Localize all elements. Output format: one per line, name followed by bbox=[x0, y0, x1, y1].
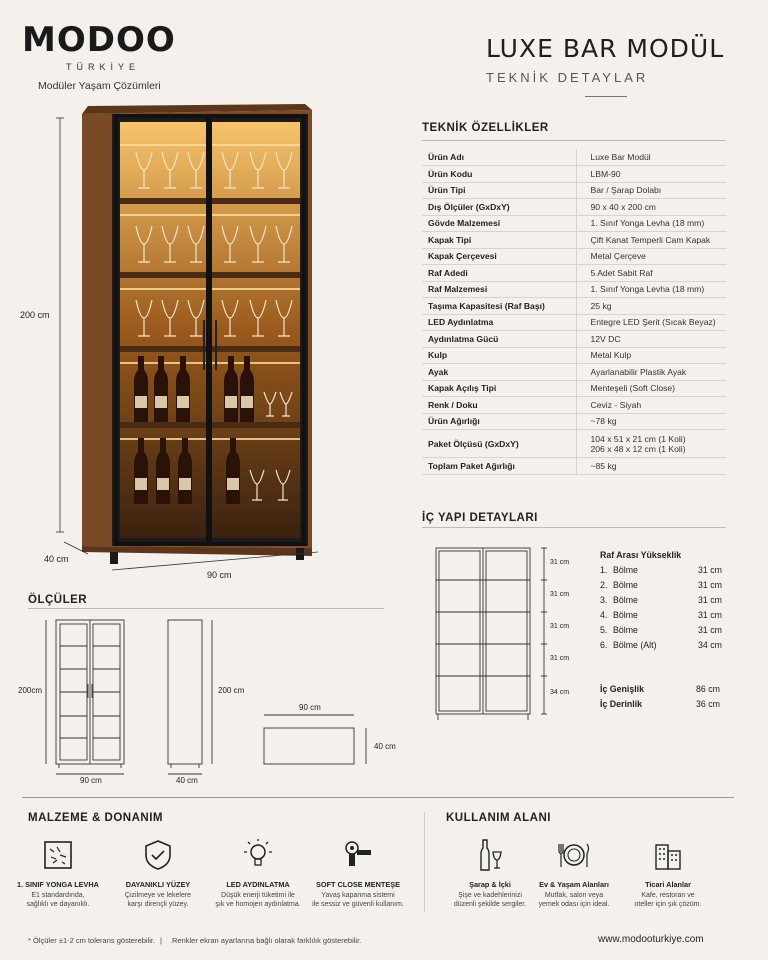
feature-desc-2: sağlıklı ve dayanıklı. bbox=[26, 901, 90, 909]
shelf-row-value: 31 cm bbox=[698, 595, 722, 605]
spec-key: Dış Ölçüler (GxDxY) bbox=[422, 199, 576, 216]
usage-desc-2: düzenli şekilde sergiler. bbox=[453, 901, 527, 909]
inner-depth-value: 36 cm bbox=[696, 699, 720, 709]
shelf-row-number: 2. bbox=[600, 580, 608, 590]
ic-yapi-heading-line bbox=[422, 527, 726, 528]
usage-title: Ev & Yaşam Alanları bbox=[539, 880, 609, 889]
feature-led-aydinlatma bbox=[208, 838, 308, 910]
board-icon bbox=[43, 840, 73, 870]
kullanim-heading: KULLANIM ALANI bbox=[446, 812, 551, 824]
brand-tagline: Modüler Yaşam Çözümleri bbox=[38, 80, 161, 92]
inner-dim-4: 31 cm bbox=[550, 655, 570, 662]
spec-key: Kapak Açılış Tipi bbox=[422, 380, 576, 397]
feature-desc-1: Yavaş kapanma sistemi bbox=[321, 892, 395, 899]
page-title: LUXE BAR MODÜL bbox=[486, 34, 725, 63]
feature-dayanikli-yuzey bbox=[108, 838, 208, 910]
spec-key: Kapak Tipi bbox=[422, 232, 576, 249]
hinge-icon bbox=[343, 839, 373, 871]
spec-row bbox=[422, 397, 726, 414]
olculer-heading: ÖLÇÜLER bbox=[28, 594, 88, 606]
footer-note-2: Renkler ekran ayarlarına bağlı olarak farklılık gösterebilir. bbox=[172, 936, 362, 945]
side-height-label: 200 cm bbox=[218, 686, 245, 695]
spec-row bbox=[422, 413, 726, 430]
spec-key: Gövde Malzemesi bbox=[422, 215, 576, 232]
wine-bottle-glass-icon bbox=[475, 838, 505, 872]
spec-key: Raf Malzemesi bbox=[422, 281, 576, 298]
shelf-row-number: 3. bbox=[600, 595, 608, 605]
inner-width-label: İç Genişlik bbox=[600, 684, 645, 694]
spec-row bbox=[422, 166, 726, 183]
spec-row bbox=[422, 149, 726, 166]
spec-key: Kapak Çerçevesi bbox=[422, 248, 576, 265]
shelf-row-label: Bölme bbox=[613, 625, 638, 635]
usage-title: Şarap & İçki bbox=[469, 880, 511, 889]
spec-value bbox=[576, 430, 726, 458]
shelf-row-value: 31 cm bbox=[698, 625, 722, 635]
specs-heading: TEKNİK ÖZELLİKLER bbox=[422, 122, 549, 134]
spec-key: Ürün Tipi bbox=[422, 182, 576, 199]
light-bulb-icon bbox=[243, 839, 273, 871]
title-divider bbox=[585, 96, 627, 97]
spec-value: Menteşeli (Soft Close) bbox=[576, 380, 726, 397]
spec-value: ~85 kg bbox=[576, 458, 726, 475]
shelf-row-value: 34 cm bbox=[698, 640, 722, 650]
spec-row bbox=[422, 314, 726, 331]
usage-ev-yasam bbox=[524, 838, 624, 910]
usage-desc-2: yemek odası için ideal. bbox=[538, 901, 610, 909]
usage-title: Ticari Alanlar bbox=[645, 880, 691, 889]
shelf-row-number: 4. bbox=[600, 610, 608, 620]
spec-key: Ayak bbox=[422, 364, 576, 381]
usage-desc-2: oteller için şık çözüm. bbox=[634, 901, 702, 909]
spec-row bbox=[422, 298, 726, 315]
photo-width-label: 90 cm bbox=[207, 570, 232, 580]
feature-desc-2: ile sessiz ve güvenli kullanım. bbox=[312, 901, 404, 909]
shelf-row-label: Bölme (Alt) bbox=[613, 640, 657, 650]
vertical-divider bbox=[424, 812, 425, 912]
inner-dim-1: 31 cm bbox=[550, 559, 570, 566]
spec-key: Renk / Doku bbox=[422, 397, 576, 414]
spec-key: Aydınlatma Gücü bbox=[422, 331, 576, 348]
spec-row bbox=[422, 199, 726, 216]
top-width-label: 90 cm bbox=[299, 703, 321, 712]
front-height-label: 200cm bbox=[18, 686, 43, 695]
plate-cutlery-icon bbox=[556, 840, 592, 870]
malzeme-heading: MALZEME & DONANIM bbox=[28, 812, 163, 824]
specs-table bbox=[422, 149, 726, 475]
spec-row bbox=[422, 430, 726, 458]
spec-value: 1. Sınıf Yonga Levha (18 mm) bbox=[576, 215, 726, 232]
spec-value: Ceviz - Siyah bbox=[576, 397, 726, 414]
spec-key: Ürün Kodu bbox=[422, 166, 576, 183]
footer-url[interactable]: www.modooturkiye.com bbox=[598, 934, 704, 945]
shelf-row-label: Bölme bbox=[613, 580, 638, 590]
spec-value: 1. Sınıf Yonga Levha (18 mm) bbox=[576, 281, 726, 298]
shelf-row-label: Bölme bbox=[613, 565, 638, 575]
spec-row bbox=[422, 248, 726, 265]
feature-desc-2: karşı dirençli yüzey. bbox=[127, 901, 189, 909]
usage-ticari bbox=[618, 838, 718, 910]
feature-title: DAYANIKLI YÜZEY bbox=[125, 880, 191, 889]
feature-desc-2: şık ve homojen aydınlatma. bbox=[215, 901, 301, 909]
usage-desc-1: Şişe ve kadehlerinizi bbox=[458, 892, 522, 899]
spec-row bbox=[422, 265, 726, 282]
feature-title: LED AYDINLATMA bbox=[226, 880, 290, 889]
spec-value: 90 x 40 x 200 cm bbox=[576, 199, 726, 216]
shelf-row-number: 1. bbox=[600, 565, 608, 575]
top-depth-label: 40 cm bbox=[374, 742, 396, 751]
spec-row bbox=[422, 182, 726, 199]
spec-value: ~78 kg bbox=[576, 413, 726, 430]
spec-key: Ürün Ağırlığı bbox=[422, 413, 576, 430]
spec-value: Luxe Bar Modül bbox=[576, 149, 726, 166]
side-width-label: 40 cm bbox=[176, 776, 198, 785]
spec-key: Taşıma Kapasitesi (Raf Başı) bbox=[422, 298, 576, 315]
feature-desc-1: Çizilmeye ve lekelere bbox=[124, 892, 192, 899]
page-subtitle: TEKNİK DETAYLAR bbox=[486, 70, 649, 85]
footer-note-1: * Ölçüler ±1-2 cm tolerans gösterebilir. bbox=[28, 936, 156, 945]
shelf-row-value: 31 cm bbox=[698, 580, 722, 590]
inner-width-value: 86 cm bbox=[696, 684, 720, 694]
shelf-row-label: Bölme bbox=[613, 610, 638, 620]
spec-row bbox=[422, 232, 726, 249]
spec-row bbox=[422, 215, 726, 232]
spec-value-line-2: 206 x 48 x 12 cm (1 Koli) bbox=[590, 443, 686, 454]
spec-key: Toplam Paket Ağırlığı bbox=[422, 458, 576, 475]
photo-height-label: 200 cm bbox=[20, 310, 50, 320]
spec-value: 25 kg bbox=[576, 298, 726, 315]
shelf-row-number: 6. bbox=[600, 640, 608, 650]
usage-desc-1: Kafe, restoran ve bbox=[641, 892, 695, 899]
photo-depth-label: 40 cm bbox=[44, 554, 69, 564]
spec-value: Ayarlanabilir Plastik Ayak bbox=[576, 364, 726, 381]
spec-value: Çift Kanat Temperli Cam Kapak bbox=[576, 232, 726, 249]
ic-yapi-heading: İÇ YAPI DETAYLARI bbox=[422, 512, 538, 524]
spec-value: Entegre LED Şerit (Sıcak Beyaz) bbox=[576, 314, 726, 331]
feature-title: SOFT CLOSE MENTEŞE bbox=[316, 880, 400, 889]
olculer-heading-line bbox=[28, 608, 384, 609]
spec-row bbox=[422, 364, 726, 381]
spec-value: Metal Kulp bbox=[576, 347, 726, 364]
feature-title: 1. SINIF YONGA LEVHA bbox=[17, 880, 99, 889]
shelf-row-value: 31 cm bbox=[698, 610, 722, 620]
spec-key: Ürün Adı bbox=[422, 149, 576, 166]
spec-value: LBM-90 bbox=[576, 166, 726, 183]
shelf-row-label: Bölme bbox=[613, 595, 638, 605]
spec-row bbox=[422, 331, 726, 348]
specs-heading-line bbox=[422, 140, 726, 141]
front-width-label: 90 cm bbox=[80, 776, 102, 785]
footer-separator: | bbox=[160, 936, 162, 945]
product-photo bbox=[50, 100, 350, 590]
shelf-row-value: 31 cm bbox=[698, 565, 722, 575]
inner-depth-label: İç Derinlik bbox=[600, 699, 643, 709]
feature-yonga-levha bbox=[8, 838, 108, 910]
shelf-row-number: 5. bbox=[600, 625, 608, 635]
spec-row bbox=[422, 458, 726, 475]
building-icon bbox=[653, 839, 683, 871]
spec-row bbox=[422, 347, 726, 364]
spec-row bbox=[422, 281, 726, 298]
shelf-table-title: Raf Arası Yükseklik bbox=[600, 550, 682, 560]
spec-key: LED Aydınlatma bbox=[422, 314, 576, 331]
spec-key: Kulp bbox=[422, 347, 576, 364]
inner-dim-2: 31 cm bbox=[550, 591, 570, 598]
feature-desc-1: Düşük enerji tüketimi ile bbox=[221, 892, 295, 899]
spec-key: Raf Adedi bbox=[422, 265, 576, 282]
feature-soft-close bbox=[308, 838, 408, 910]
inner-dim-5: 34 cm bbox=[550, 689, 570, 696]
usage-desc-1: Mutfak, salon veya bbox=[544, 892, 604, 899]
brand-sub: TÜRKİYE bbox=[66, 62, 141, 72]
spec-value: 12V DC bbox=[576, 331, 726, 348]
spec-row bbox=[422, 380, 726, 397]
feature-desc-1: E1 standardında, bbox=[31, 892, 85, 899]
spec-value-line-1: 104 x 51 x 21 cm (1 Koli) bbox=[590, 433, 686, 444]
dimension-drawings bbox=[30, 614, 390, 786]
section-divider bbox=[22, 797, 734, 798]
spec-value: Metal Çerçeve bbox=[576, 248, 726, 265]
inner-structure-drawing bbox=[432, 546, 554, 724]
spec-value: Bar / Şarap Dolabı bbox=[576, 182, 726, 199]
inner-dim-3: 31 cm bbox=[550, 623, 570, 630]
shield-icon bbox=[143, 839, 173, 871]
spec-value: 5 Adet Sabit Raf bbox=[576, 265, 726, 282]
brand-logo: MODOO bbox=[22, 20, 176, 60]
spec-key: Paket Ölçüsü (GxDxY) bbox=[422, 430, 576, 458]
